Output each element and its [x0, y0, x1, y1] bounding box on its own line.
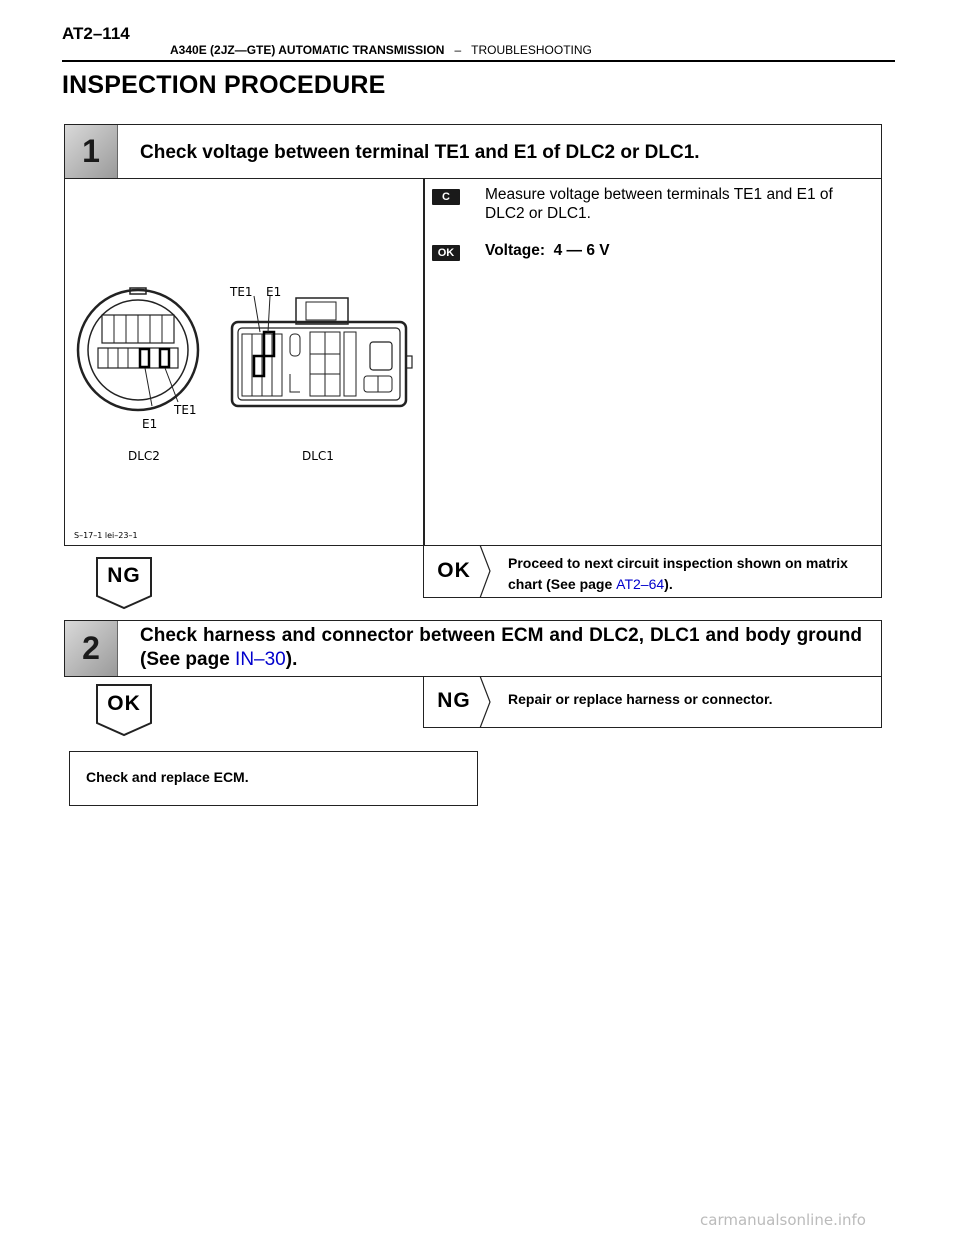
- header-breadcrumb: [170, 43, 592, 57]
- step1-ng-tag: NG: [107, 564, 141, 587]
- step2-title-suffix: ).: [285, 649, 298, 670]
- label-te1-bottom: TE1: [174, 403, 197, 417]
- final-action-text: Check and replace ECM.: [86, 769, 249, 785]
- header-rule: [62, 60, 895, 62]
- label-te1-top: TE1: [230, 285, 253, 299]
- figure-code: S–17–1 lei–23–1: [74, 531, 138, 540]
- step1-ok-result: [508, 553, 868, 595]
- step1-ok-arrow-shape: [478, 545, 494, 598]
- watermark: carmanualsonline.info: [700, 1211, 866, 1229]
- voltage-spec: [485, 241, 610, 260]
- step1-ok-result-text: Proceed to next circuit inspection shown on matrix chart (See page: [508, 555, 848, 592]
- voltage-label: Voltage:: [485, 242, 545, 259]
- step1-number: 1: [65, 125, 118, 178]
- step2-ng-result: Repair or replace harness or connector.: [508, 691, 773, 707]
- step1-divider: [423, 178, 425, 546]
- step1-title: Check voltage between terminal TE1 and E1 of DLC2 or DLC1.: [140, 142, 700, 163]
- caption-dlc1: DLC1: [302, 449, 334, 463]
- check-badge-icon: C: [432, 189, 460, 205]
- label-e1-top: E1: [266, 285, 282, 299]
- link-in-30[interactable]: IN–30: [235, 649, 286, 670]
- dlc2-connector: [78, 288, 198, 410]
- label-e1-bottom: E1: [142, 417, 158, 431]
- step2-ng-arrow-shape: [478, 676, 494, 728]
- header-section: A340E (2JZ—GTE) AUTOMATIC TRANSMISSION: [170, 43, 445, 57]
- voltage-value: 4 — 6 V: [553, 242, 610, 259]
- step2-title-text: Check harness and connector between ECM and DLC2, DLC1 and body ground (See page: [140, 625, 862, 670]
- page-id: AT2–114: [62, 24, 130, 43]
- step2-ng-tag: NG: [437, 689, 471, 712]
- step2-number: 2: [65, 621, 118, 676]
- check-instruction: Measure voltage between terminals TE1 and E1 of DLC2 or DLC1.: [485, 186, 833, 222]
- dlc1-connector: [232, 296, 412, 406]
- link-at2-64[interactable]: AT2–64: [616, 576, 665, 592]
- header-subsection: TROUBLESHOOTING: [471, 43, 592, 57]
- page-title: INSPECTION PROCEDURE: [62, 71, 386, 99]
- step1-ok-result-suffix: ).: [664, 576, 673, 592]
- step2-title: [140, 624, 862, 672]
- connector-figure: [70, 270, 420, 542]
- step2-ok-tag: OK: [107, 692, 141, 715]
- ok-badge-icon: OK: [432, 245, 460, 261]
- header-separator: –: [454, 43, 462, 57]
- caption-dlc2: DLC2: [128, 449, 160, 463]
- step1-ok-tag: OK: [437, 559, 471, 582]
